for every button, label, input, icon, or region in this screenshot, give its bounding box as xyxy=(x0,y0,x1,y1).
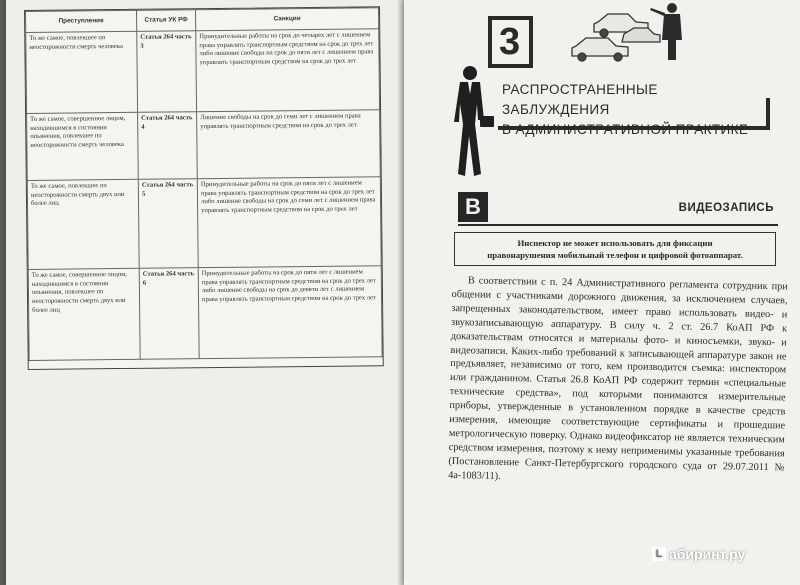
businessman-silhouette-icon xyxy=(444,64,502,184)
left-page xyxy=(6,0,404,585)
section-divider xyxy=(458,224,778,226)
chapter-title-line2 xyxy=(502,120,762,140)
sanction-cell: Принудительные работы на срок до пяти лет с лишением права управлять транспортным средством на срок до трех лет либо лишение свободы на срок до семи лет с лишением права управлять транспортным средством на срок до трех лет xyxy=(197,177,381,268)
article-cell: Статья 264 часть 5 xyxy=(138,179,198,269)
watermark-text: абиринт.ру xyxy=(669,546,746,562)
callout-box xyxy=(454,232,776,266)
crime-cell: То же самое, совершенное лицом, находившимся в состоянии опьянения, повлекшее по неосторожности смерть человека xyxy=(27,112,139,180)
article-cell: Статья 264 часть 4 xyxy=(138,112,198,180)
body-paragraph: В соответствии с п. 24 Административного регламента сотрудник при общении с участниками дорожного движения, за исключением случаев, запрещенных законодательством, имеет право использовать видео- и звукозаписывающую аппаратуру. В силу ч. 2 ст. 26.7 КоАП РФ к доказательствам относятся и материалы фото- и киносъемки, звуко- и видеозаписи. Каких-либо требований к записывающей аппаратуре закон не предъявляет, независимо от того, кем производится съемка: инспектором или гражданином. Статья 26.8 КоАП РФ содержит термин «специальные технические средства», под которыми понимаются измерительные приборы, утвержденные в установленном порядке в качестве средств измерения, имеющие соответствующие сертификаты и прошедшие метрологическую поверку. Однако видеофиксатор не является техническим средством измерения, поэтому к нему неприменимы указанные требования (Постановление Санкт-Петербургского городского суда от 29.07.2011 № 4а-1083/11). xyxy=(448,275,788,482)
labirint-logo-icon: L xyxy=(652,547,666,561)
header-crime: Преступление xyxy=(26,10,137,32)
crime-cell: То же самое, повлекшее по неосторожности смерть двух или более лиц xyxy=(27,179,139,269)
sanction-cell: Принудительные работы на срок до пяти лет с лишением права управлять транспортным средством на срок до трех лет либо лишение свободы на срок до девяти лет с лишением права управлять транспортным средством на срок до трех лет xyxy=(198,266,382,359)
header-article: Статья УК РФ xyxy=(137,10,196,32)
chapter-title xyxy=(502,80,762,140)
header-sanction: Санкции xyxy=(196,8,379,31)
chapter-number-box xyxy=(488,16,533,68)
callout-line1: Инспектор не может использовать для фиксации xyxy=(517,238,713,248)
section-letter-badge: B xyxy=(458,192,488,222)
crime-cell: То же самое, совершенное лицом, находившимся в состоянии опьянения, повлекшее по неосторожности смерть двух или более лиц xyxy=(28,268,140,360)
cars-police-illustration-icon xyxy=(568,0,688,62)
crime-cell: То же самое, повлекшее по неосторожности смерть человека xyxy=(26,31,138,113)
section-title: ВИДЕОЗАПИСЬ xyxy=(678,202,774,214)
callout-line2: правонарушения мобильный телефон и цифровой фотоаппарат. xyxy=(487,250,743,260)
article-cell: Статья 264 часть 6 xyxy=(139,268,199,360)
sanction-cell: Лишение свободы на срок до семи лет с лишением права управлять транспортным средством на срок до трех лет xyxy=(197,110,381,179)
crime-sanctions-table-frame xyxy=(24,6,384,370)
sanction-cell: Принудительные работы на срок до четырех лет с лишением права управлять транспортным средством на срок до трех лет либо лишение свободы на срок до пяти лет с лишением права управлять транспортным средством на срок до трех лет xyxy=(196,29,380,112)
table-row xyxy=(27,177,381,270)
labirint-watermark xyxy=(652,546,745,562)
chapter-number: 3 xyxy=(488,16,533,68)
table-row xyxy=(28,266,382,361)
article-cell: Статья 264 часть 3 xyxy=(137,31,197,113)
chapter-title-line1: РАСПРОСТРАНЕННЫЕ ЗАБЛУЖДЕНИЯ xyxy=(502,82,658,117)
title-rule-vertical xyxy=(766,98,770,130)
title-underline xyxy=(498,126,770,130)
table-row xyxy=(27,110,381,181)
crime-sanctions-table xyxy=(25,7,383,361)
table-row xyxy=(26,29,380,114)
